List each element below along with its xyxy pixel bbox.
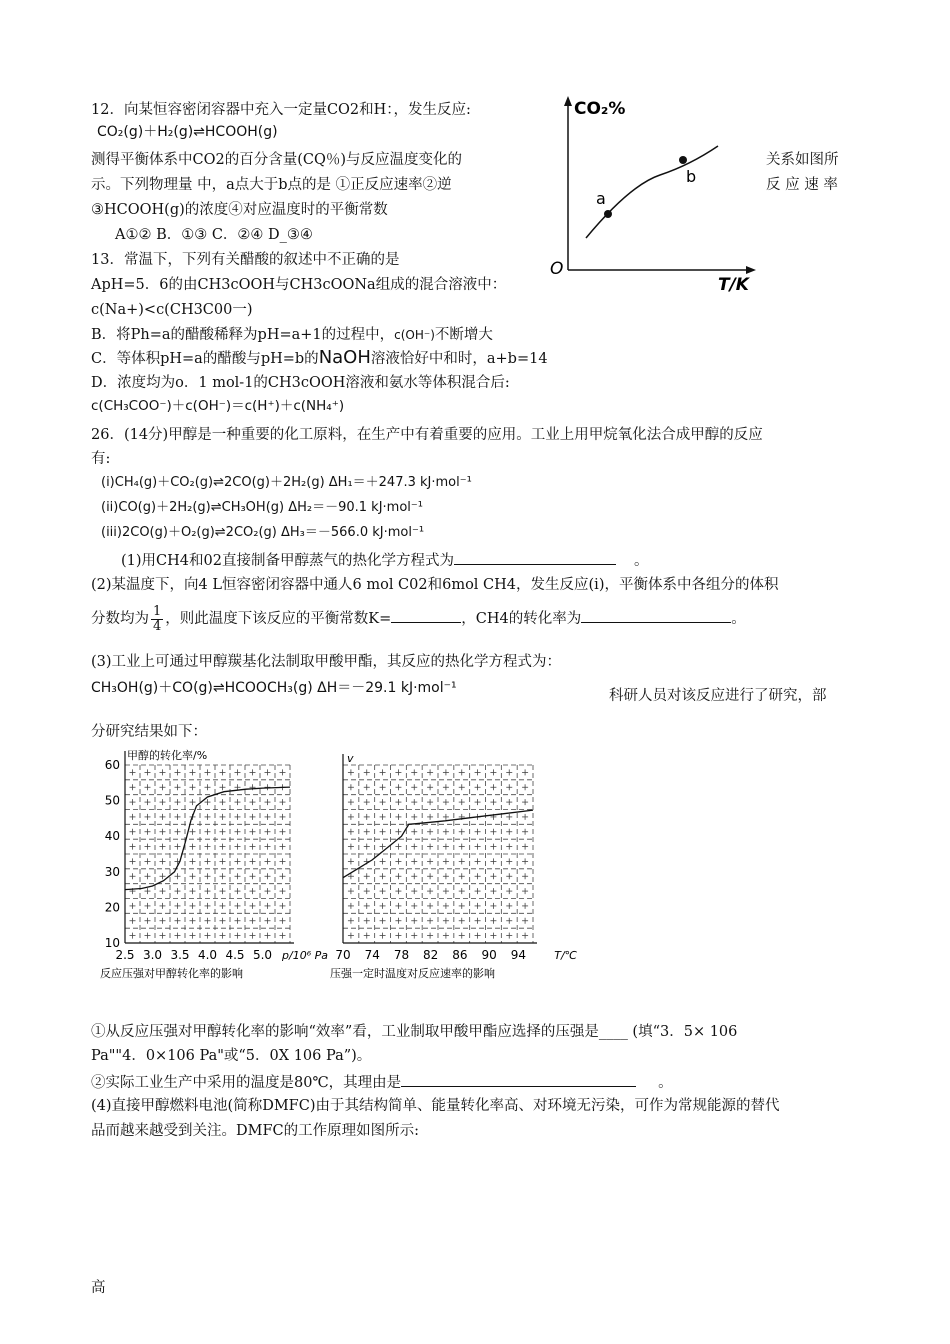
q26-part3-formula: CH₃OH(g)＋CO(g)⇌HCOOCH₃(g) ΔH＝－29.1 kJ·mol⁻¹ [91,680,457,696]
q12-line3: 测得平衡体系中CO2的百分含量(CQ％)与反应温度变化的 [91,152,463,168]
q26-sub2-end: 。 [658,1075,673,1091]
chart1-xlabel: p/10⁶ Pa [282,949,328,962]
q13-lineB-pre: B．将Ph=a的醋酸稀释为pH=a+1的过程中， [91,327,395,343]
q13-lineC-formula: NaOH [318,347,371,368]
q12-line4: 示。下列物理量 中，a点大于b点的是 ①正反应速率②逆 [91,177,452,193]
footer-char: 高 [91,1280,106,1296]
q12-co2-graph [540,90,770,300]
q26-sub1-line2: Pa""4．0×106 Pa"或“5．0X 106 Pa”)。 [91,1048,372,1064]
x-tick-label: 94 [510,948,527,962]
q13-lineB-formula: c(OH⁻) [394,328,435,342]
q26-reaction-1: (i)CH₄(g)＋CO₂(g)⇌2CO(g)＋2H₂(g) ΔH₁＝＋247.3 kJ·mol⁻¹ [101,475,472,490]
q26-part1-text: (1)用CH4和02直接制备甲醇蒸气的热化学方程式为 [121,553,454,569]
q13-lineD-formula: c(CH₃COO⁻)＋c(OH⁻)＝c(H⁺)＋c(NH₄⁺) [91,398,345,414]
fraction-one-quarter [151,605,163,634]
q26-part4a: (4)直接甲醇燃料电池(简称DMFC)由于其结构简单、能量转化率高、对环境无污染，可作为常规能源的替代 [91,1098,780,1114]
graph-origin: O [550,259,564,279]
chart2-ylabel: v [347,752,354,765]
point-b-marker [679,156,687,164]
q26-part1-end: 。 [633,553,649,569]
answer-blank-reason[interactable] [401,1071,636,1087]
x-tick-label: 78 [393,948,410,962]
answer-blank-1[interactable] [454,549,616,565]
x-tick-label: 86 [452,948,468,962]
x-tick-label: 2.5 [115,948,135,962]
x-tick-label: 3.0 [142,948,163,962]
q13-lineC [91,348,548,369]
q26-part3-right: 科研人员对该反应进行了研究，部 [609,688,827,704]
q26-part2a: (2)某温度下，向4 L恒容密闭容器中通人6 mol C02和6mol CH4，发生反应(i)，平衡体系中各组分的体积 [91,577,779,593]
y-tick-label: 60 [104,758,120,772]
q13-lineC-post: 溶液恰好中和时，a+b=14 [370,351,548,367]
y-tick-label: 20 [104,900,120,915]
q26-sub1-line1: ①从反应压强对甲醇转化率的影响“效率”看，工业制取甲酸甲酯应选择的压强是____ (填“3．5× 106 [91,1024,738,1040]
q26-part3c: 分研究结果如下： [91,724,207,740]
q13-lineA2: c(Na+)<c(CH3C00一) [91,302,253,318]
chart1-ylabel: 甲醇的转化率/% [127,749,208,762]
q12-line1: 12．向某恒容密闭容器中充入一定量CO2和H：，发生反应: [91,102,471,118]
x-tick-label: 90 [481,948,497,962]
graph-ylabel: CO₂% [574,99,626,119]
q12-line5: ③HCOOH(g)的浓度④对应温度时的平衡常数 [91,202,388,218]
point-b-label: b [686,167,697,186]
chart2-xlabel: T/℃ [554,949,577,962]
x-tick-label: 3.5 [170,948,190,962]
answer-blank-conversion[interactable] [581,607,731,623]
q13-lineB-post: 不断增大 [434,327,493,343]
q13-lineC-pre: C．等体积pH=a的醋酸与pH=b的 [91,351,319,367]
x-tick-label: 82 [423,948,439,962]
q26-intro2: 有: [91,451,111,467]
q26-part1 [121,549,648,571]
q26-part2b-pre: 分数均为 [91,611,149,627]
y-tick-label: 10 [104,936,120,950]
fraction-numerator: 1 [153,603,162,619]
q26-part3a: (3)工业上可通过甲醇羰基化法制取甲酸甲酯，其反应的热化学方程式为： [91,654,562,670]
q26-part2b-mid: ，则此温度下该反应的平衡常数K= [165,611,392,627]
temperature-rate-chart [328,750,578,985]
chart1-caption: 反应压强对甲醇转化率的影响 [100,967,243,980]
answer-blank-k[interactable] [391,607,461,623]
q26-part4b: 品而越来越受到关注。DMFC的工作原理如图所示: [91,1123,420,1139]
q13-lineD: D．浓度均为o．1 mol-1的CH3cOOH溶液和氨水等体积混合后: [91,375,510,391]
chart2-series-line [343,810,533,878]
q13-line1: 13．常温下，下列有关醋酸的叙述中不正确的是 [91,252,400,268]
q12-line3-right: 关系如图所 [766,152,839,168]
q26-reaction-2: (ii)CO(g)＋2H₂(g)⇌CH₃OH(g) ΔH₂＝－90.1 kJ·mol⁻¹ [101,500,423,515]
q12-line4-right: 反 应 速 率 [766,177,838,193]
q26-sub2 [91,1071,673,1093]
q26-reaction-3: (iii)2CO(g)＋O₂(g)⇌2CO₂(g) ΔH₃＝－566.0 kJ·mol⁻¹ [101,525,425,540]
q13-lineB [91,325,493,345]
x-tick-label: 4.5 [225,948,245,962]
x-tick-label: 4.0 [197,948,218,962]
fraction-denominator: 4 [153,618,162,634]
y-tick-label: 30 [104,864,120,879]
q26-intro1: 26．(14分)甲醇是一种重要的化工原料，在生产中有着重要的应用。工业上用甲烷氧化法合成甲醇的反应 [91,427,763,443]
q26-part2b [91,600,746,638]
graph-xlabel: T/K [718,275,749,295]
y-tick-label: 50 [104,793,120,808]
q26-part2b-end: 。 [731,611,746,627]
q13-lineA1: ApH=5．6的由CH3cOOH与CH3cOONa组成的混合溶液中： [91,277,507,293]
point-a-marker [604,210,612,218]
q26-part2b-mid2: ，CH4的转化率为 [461,611,582,627]
q26-sub2-text: ②实际工业生产中采用的温度是80℃，其理由是 [91,1075,402,1091]
point-a-label: a [596,189,606,208]
q12-reaction: CO₂(g)＋H₂(g)⇌HCOOH(g) [97,124,278,140]
x-tick-label: 5.0 [252,948,273,962]
x-tick-label: 74 [364,948,380,962]
q12-options: A①② B．①③ C．②④ D_③④ [115,227,313,243]
y-tick-label: 40 [104,829,120,844]
pressure-conversion-chart [90,745,330,985]
chart2-caption: 压强一定时温度对反应速率的影响 [330,967,495,980]
x-tick-label: 70 [335,948,351,962]
